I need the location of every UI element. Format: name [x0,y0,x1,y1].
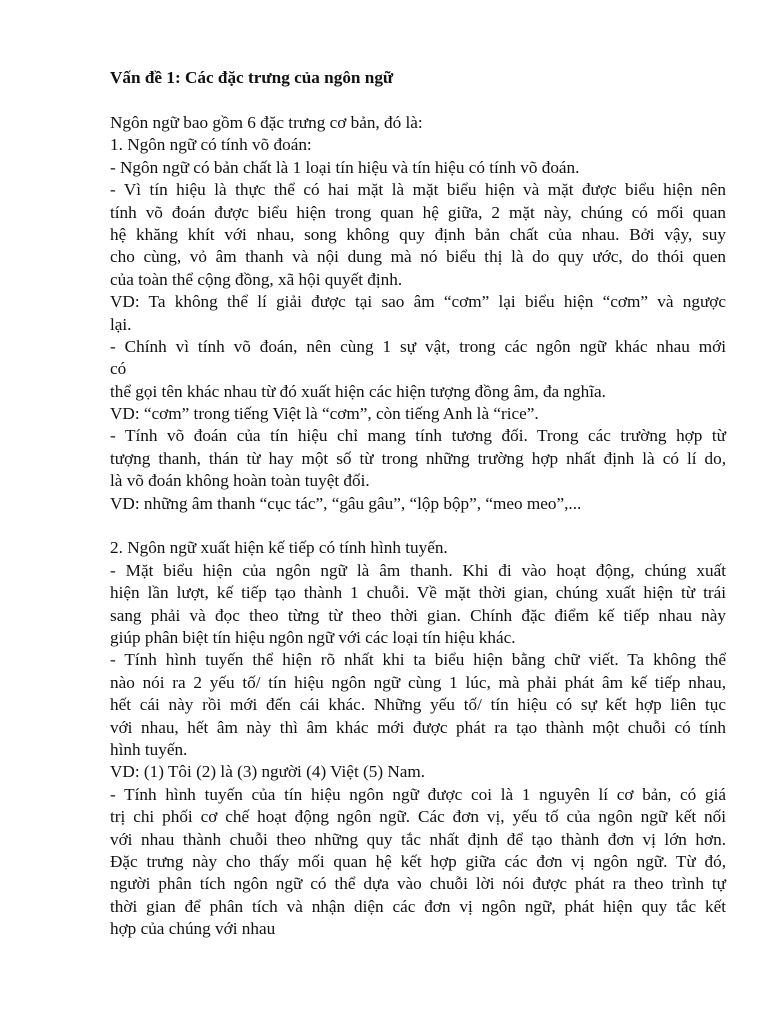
text-line: có [110,359,127,379]
text-line: là võ đoán không hoàn toàn tuyệt đối. [110,471,370,491]
text-line: - Ngôn ngữ có bản chất là 1 loại tín hiệu và tín hiệu có tính võ đoán. [110,157,580,177]
text-line: hiện lần lượt, kế tiếp tạo thành 1 chuỗi. Về mặt thời gian, chúng xuất hiện từ trái [110,583,726,603]
text-line: - Tính hình tuyến của tín hiệu ngôn ngữ được coi là 1 nguyên lí cơ bản, có giá [110,784,726,804]
text-line: sang phải và đọc theo từng từ theo thời gian. Chính đặc điểm kế tiếp nhau này [110,605,726,625]
text-line: của toàn thể cộng đồng, xã hội quyết định. [110,269,403,289]
text-line: - Vì tín hiệu là thực thể có hai mặt là mặt biểu hiện và mặt được biểu hiện nên [110,180,726,200]
text-line: VD: Ta không thể lí giải được tại sao âm “cơm” lại biểu hiện “cơm” và ngược [110,292,726,312]
text-line: tính võ đoán được biểu hiện trong quan hệ giữa, 2 mặt này, chúng có mối quan [110,202,726,222]
text-line: cho cùng, vỏ âm thanh và nội dung mà nó biểu thị là do quy ước, do thói quen [110,247,726,267]
text-line: tượng thanh, thán từ hay một số từ trong những trường hợp nhất định là có lí do, [110,448,726,468]
text-line: - Mặt biểu hiện của ngôn ngữ là âm thanh. Khi đi vào hoạt động, chúng xuất [110,560,726,580]
document-title: Vấn đề 1: Các đặc trưng của ngôn ngữ [110,68,394,87]
text-line: Ngôn ngữ bao gồm 6 đặc trưng cơ bản, đó là: [110,113,423,132]
text-line: VD: (1) Tôi (2) là (3) người (4) Việt (5) Nam. [110,762,426,782]
text-line: thời gian để phân tích và nhận diện các đơn vị ngôn ngữ, phát hiện quy tắc kết [110,896,726,916]
text-line: thể gọi tên khác nhau từ đó xuất hiện các hiện tượng đồng âm, đa nghĩa. [110,381,606,401]
text-line: Đặc trưng này cho thấy mối quan hệ kết hợp giữa các đơn vị ngôn ngữ. Từ đó, [110,851,726,871]
text-line: nào nói ra 2 yếu tố/ tín hiệu ngôn ngữ cùng 1 lúc, mà phải phát âm kế tiếp nhau, [110,672,726,692]
text-line: hợp của chúng với nhau [110,919,276,939]
text-line: với nhau thành chuỗi theo những quy tắc nhất định để tạo thành đơn vị lớn hơn. [110,829,726,849]
text-line: người phân tích ngôn ngữ có thể dựa vào chuỗi lời nói được phát ra theo trình tự [110,874,726,894]
text-line: VD: “cơm” trong tiếng Việt là “cơm”, còn tiếng Anh là “rice”. [110,404,539,424]
blank-line [110,515,726,537]
text-line: - Chính vì tính võ đoán, nên cùng 1 sự vật, trong các ngôn ngữ khác nhau mới [110,336,726,356]
text-line: - Tính võ đoán của tín hiệu chỉ mang tính tương đối. Trong các trường hợp từ [110,426,726,446]
text-line: 2. Ngôn ngữ xuất hiện kế tiếp có tính hình tuyến. [110,538,448,558]
text-line: trị chi phối cơ chế hoạt động ngôn ngữ. Các đơn vị, yếu tố của ngôn ngữ kết nối [110,807,726,827]
text-line: VD: những âm thanh “cục tác”, “gâu gâu”, “lộp bộp”, “meo meo”,... [110,493,582,513]
text-line: lại. [110,314,132,334]
text-line: hết cái này rồi mới đến cái khác. Những yếu tố/ tín hiệu có sự kết hợp liên tục [110,695,726,715]
text-line: giúp phân biệt tín hiệu ngôn ngữ với các loại tín hiệu khác. [110,627,516,647]
document-body [110,112,726,940]
text-line: - Tính hình tuyến thể hiện rõ nhất khi ta biểu hiện bằng chữ viết. Ta không thể [110,650,726,670]
text-line: với nhau, hết âm này thì âm khác mới được phát ra tạo thành một chuỗi có tính [110,717,726,737]
text-line: 1. Ngôn ngữ có tính võ đoán: [110,135,312,155]
text-line: hình tuyến. [110,739,188,759]
text-line: hệ khăng khít với nhau, song không quy định bản chất của nhau. Bởi vậy, suy [110,224,726,244]
